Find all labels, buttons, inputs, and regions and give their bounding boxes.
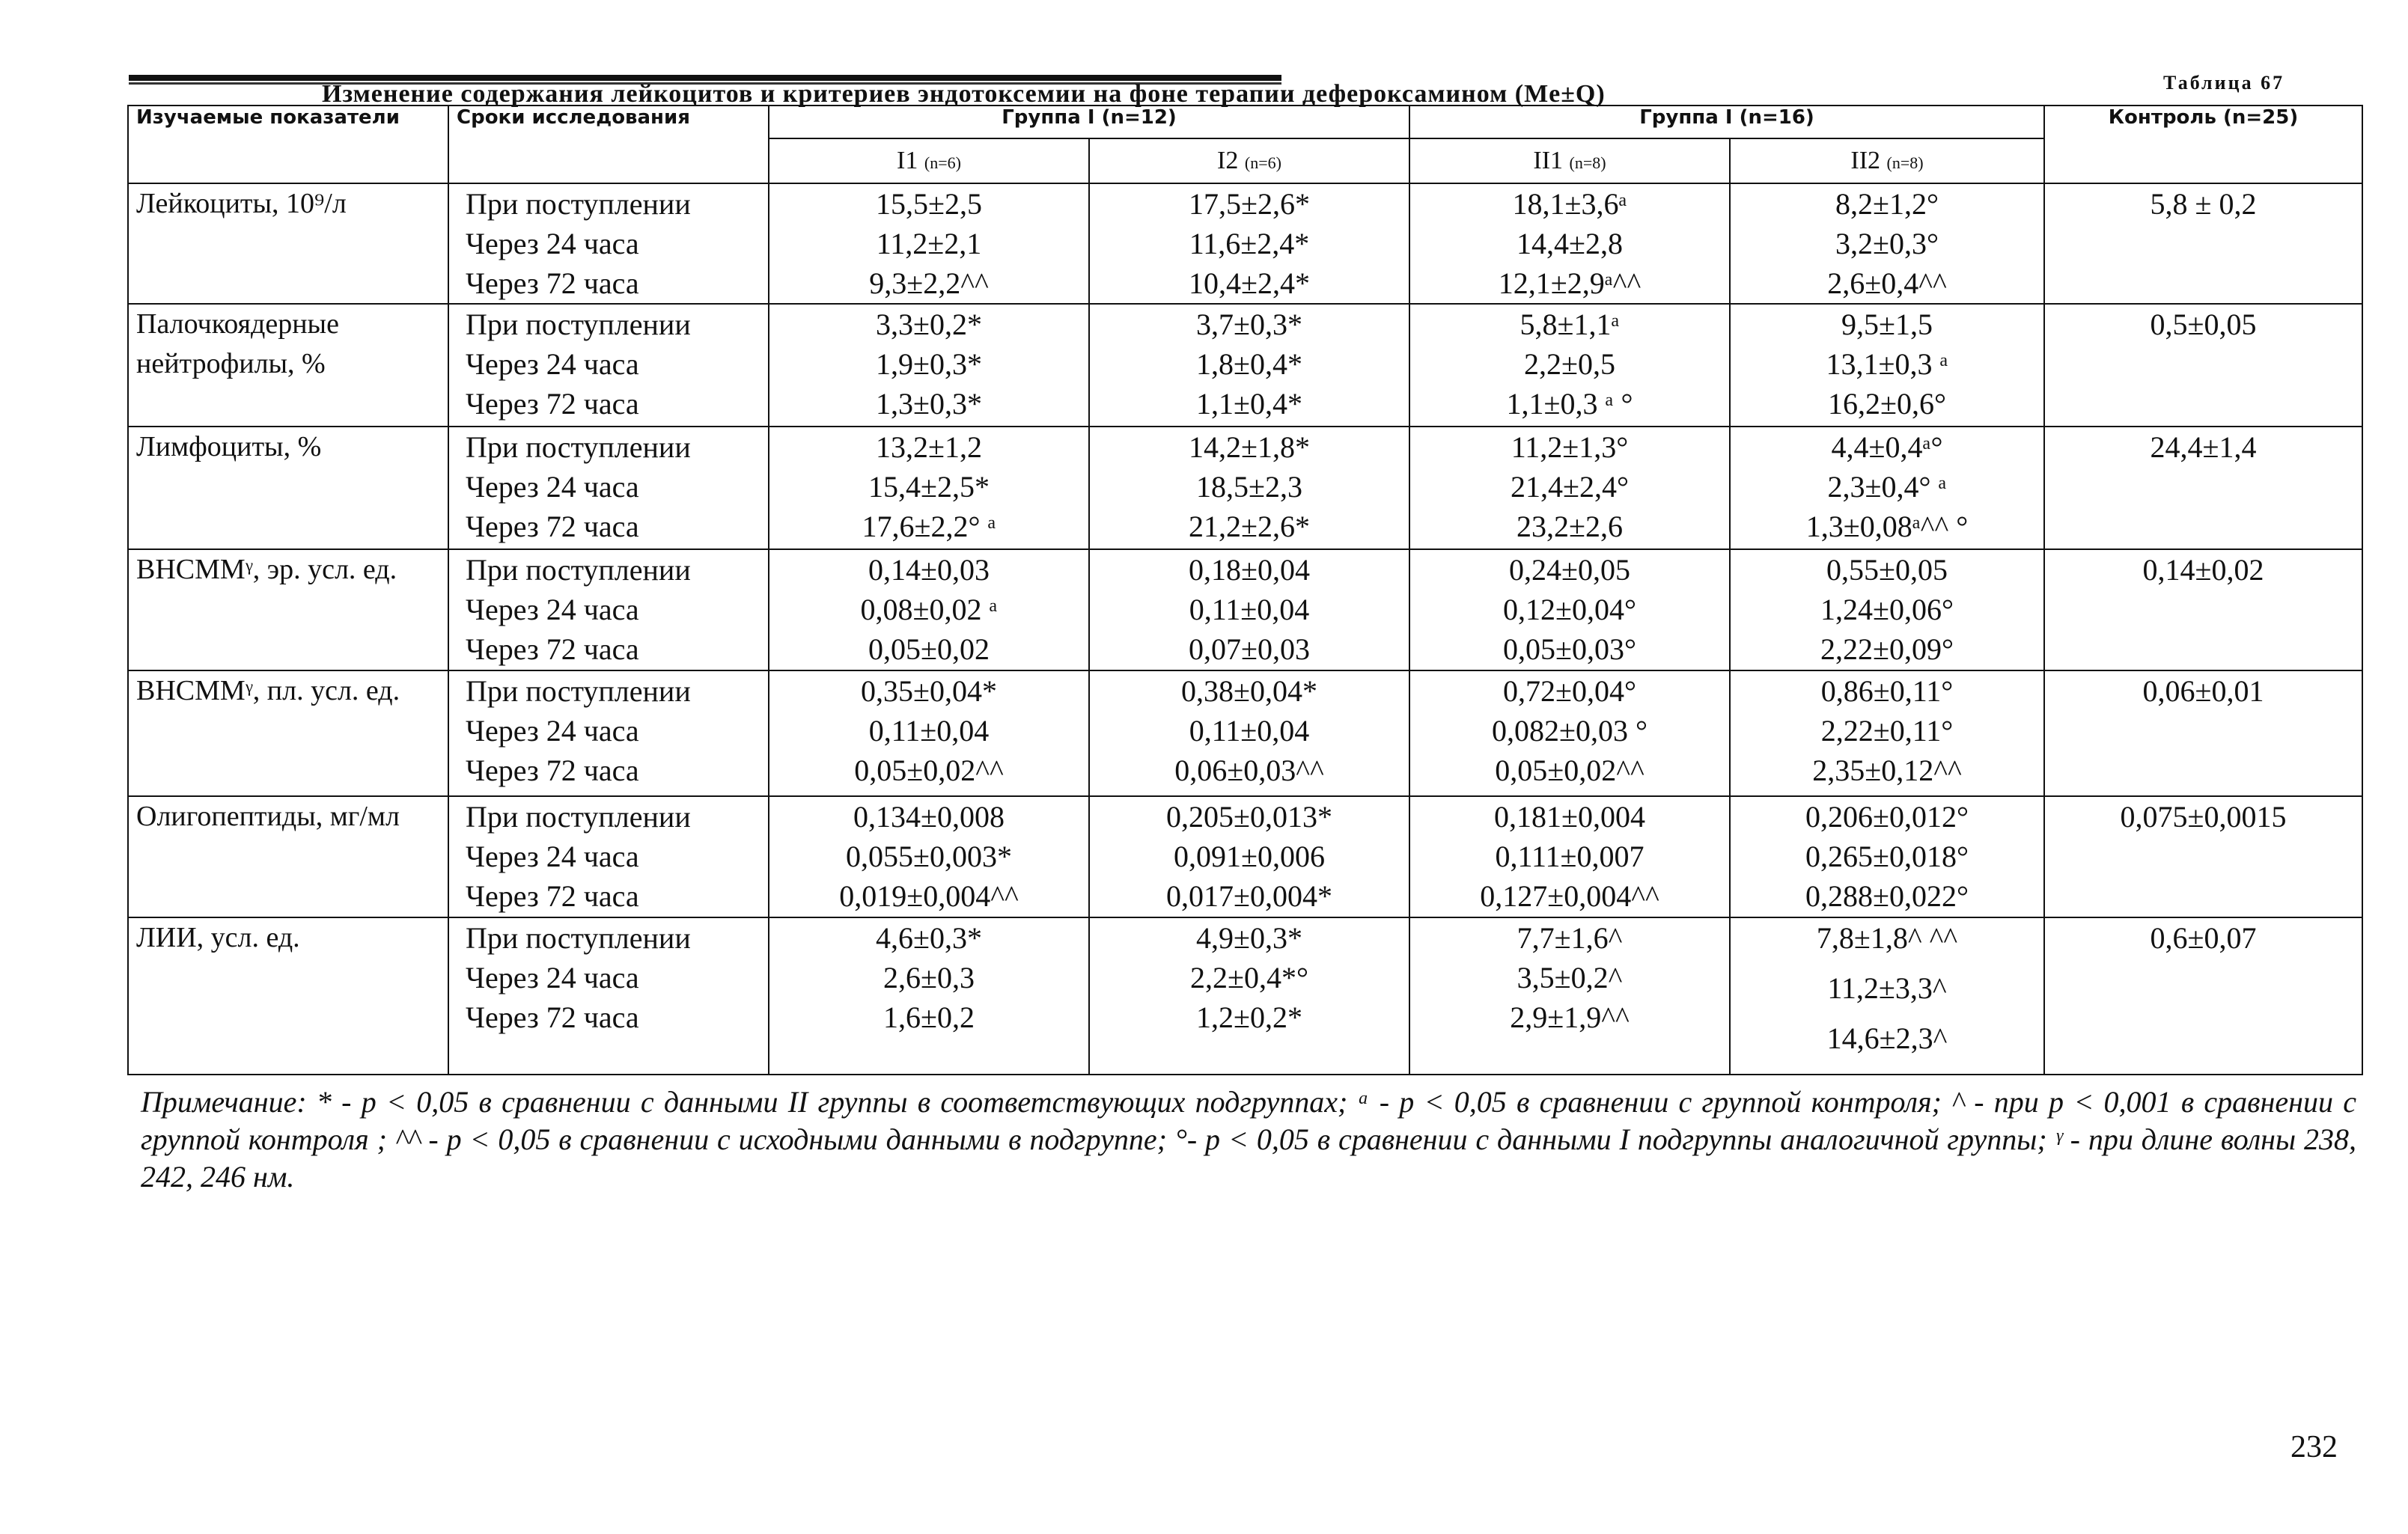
subheader-ii2: II2 (n=8)	[1730, 138, 2044, 183]
period-label: При поступлении	[466, 430, 691, 464]
period-cell	[448, 917, 769, 1075]
value: 1,1±0,4*	[1196, 387, 1302, 421]
value: 13,2±1,2	[876, 430, 982, 464]
value-cell-c1	[769, 549, 1089, 670]
subheader-i2: I2 (n=6)	[1089, 138, 1409, 183]
value: 0,134±0,008	[853, 800, 1005, 834]
value: 17,6±2,2° ᵃ	[862, 510, 996, 543]
value: 14,2±1,8*	[1189, 430, 1310, 464]
value: 13,1±0,3 ᵃ	[1826, 347, 1948, 381]
value: 18,5±2,3	[1196, 470, 1302, 504]
value: 0,55±0,05	[1826, 553, 1948, 587]
value-cell-c3	[1409, 796, 1730, 917]
value: 15,5±2,5	[876, 187, 982, 221]
value: 0,091±0,006	[1174, 840, 1325, 873]
period-label: При поступлении	[466, 553, 691, 587]
value: 0,14±0,03	[868, 553, 990, 587]
header-period: Сроки исследования	[448, 106, 769, 183]
indicator-name: ЛИИ, усл. ед.	[128, 917, 448, 1075]
period-label: Через 24 часа	[466, 347, 639, 381]
value-cell-c3	[1409, 304, 1730, 427]
page-number: 232	[2290, 1430, 2338, 1464]
value: 1,3±0,08ᵃ^^ °	[1805, 510, 1969, 543]
value-cell-c2	[1089, 670, 1409, 796]
value-cell-c3	[1409, 427, 1730, 549]
value-cell-c4	[1730, 549, 2044, 670]
value-cell-c2	[1089, 917, 1409, 1075]
value-cell-c4	[1730, 670, 2044, 796]
value-cell-c3	[1409, 549, 1730, 670]
value: 11,2±2,1	[876, 227, 982, 260]
value: 0,08±0,02 ᵃ	[860, 593, 998, 626]
value: 2,6±0,4^^	[1827, 266, 1947, 300]
period-cell	[448, 796, 769, 917]
data-table	[127, 105, 2363, 1075]
period-label: Через 72 часа	[466, 879, 639, 913]
value-cell-c1	[769, 183, 1089, 304]
value-cell-c1	[769, 917, 1089, 1075]
table-row	[128, 183, 2362, 304]
value: 4,6±0,3*	[876, 921, 982, 955]
value: 5,8±1,1ᵃ	[1520, 308, 1620, 341]
value: 0,06±0,03^^	[1174, 754, 1324, 787]
value: 4,4±0,4ᵃ°	[1831, 430, 1943, 464]
control-value: 0,075±0,0015	[2044, 796, 2362, 917]
value: 0,07±0,03	[1189, 632, 1310, 666]
value: 0,111±0,007	[1495, 840, 1645, 873]
period-label: Через 72 часа	[466, 510, 639, 543]
value: 18,1±3,6ᵃ	[1512, 187, 1627, 221]
header-control: Контроль (n=25)	[2044, 106, 2362, 183]
period-cell	[448, 183, 769, 304]
table-row	[128, 670, 2362, 796]
value: 0,05±0,03°	[1503, 632, 1636, 666]
value: 0,35±0,04*	[861, 674, 997, 708]
value-cell-c4	[1730, 427, 2044, 549]
value: 7,8±1,8^ ^^	[1816, 921, 1958, 955]
value: 2,2±0,5	[1524, 347, 1615, 381]
value: 0,72±0,04°	[1503, 674, 1636, 708]
header-indicator: Изучаемые показатели	[128, 106, 448, 183]
table-row	[128, 549, 2362, 670]
value: 15,4±2,5*	[868, 470, 990, 504]
value: 0,86±0,11°	[1820, 674, 1954, 708]
header-group-2: Группа I (n=16)	[1409, 106, 2044, 138]
value-cell-c2	[1089, 796, 1409, 917]
control-value: 5,8 ± 0,2	[2044, 183, 2362, 304]
period-cell	[448, 427, 769, 549]
period-label: Через 24 часа	[466, 227, 639, 260]
value-cell-c1	[769, 670, 1089, 796]
value: 0,38±0,04*	[1181, 674, 1317, 708]
value: 7,7±1,6^	[1517, 921, 1623, 955]
control-value: 0,5±0,05	[2044, 304, 2362, 427]
period-label: Через 72 часа	[466, 632, 639, 666]
value: 8,2±1,2°	[1835, 187, 1939, 221]
indicator-name: Палочкоядерные нейтрофилы, %	[128, 304, 448, 427]
value: 0,05±0,02	[868, 632, 990, 666]
value: 4,9±0,3*	[1196, 921, 1302, 955]
header-group-1: Группа I (n=12)	[769, 106, 1409, 138]
value: 3,7±0,3*	[1196, 308, 1302, 341]
value: 0,11±0,04	[868, 714, 990, 748]
value: 1,6±0,2	[883, 1000, 975, 1034]
indicator-name: ВНСММᵞ, эр. усл. ед.	[128, 549, 448, 670]
value: 11,6±2,4*	[1189, 227, 1310, 260]
value: 0,24±0,05	[1509, 553, 1630, 587]
value: 2,6±0,3	[883, 961, 975, 994]
value: 1,3±0,3*	[876, 387, 982, 421]
value: 1,24±0,06°	[1820, 593, 1954, 626]
period-label: Через 24 часа	[466, 470, 639, 504]
value-cell-c4	[1730, 917, 2044, 1075]
value: 9,3±2,2^^	[869, 266, 989, 300]
value-cell-c3	[1409, 917, 1730, 1075]
value: 14,6±2,3^	[1826, 1021, 1948, 1055]
value: 14,4±2,8	[1517, 227, 1623, 260]
period-label: При поступлении	[466, 921, 691, 955]
value: 21,2±2,6*	[1189, 510, 1310, 543]
period-label: Через 72 часа	[466, 1000, 639, 1034]
value-cell-c1	[769, 796, 1089, 917]
period-label: Через 24 часа	[466, 593, 639, 626]
value: 0,017±0,004*	[1166, 879, 1332, 913]
control-value: 0,6±0,07	[2044, 917, 2362, 1075]
value: 1,8±0,4*	[1196, 347, 1302, 381]
value: 2,22±0,11°	[1820, 714, 1954, 748]
control-value: 0,06±0,01	[2044, 670, 2362, 796]
period-label: Через 72 часа	[466, 387, 639, 421]
table-number: Таблица 67	[2163, 72, 2285, 94]
value: 0,181±0,004	[1494, 800, 1645, 834]
period-label: При поступлении	[466, 800, 691, 834]
value: 23,2±2,6	[1517, 510, 1623, 543]
value-cell-c1	[769, 427, 1089, 549]
table-row	[128, 796, 2362, 917]
indicator-name: Лейкоциты, 10⁹/л	[128, 183, 448, 304]
value: 0,12±0,04°	[1503, 593, 1636, 626]
period-cell	[448, 549, 769, 670]
value: 0,127±0,004^^	[1480, 879, 1659, 913]
value: 0,05±0,02^^	[854, 754, 1004, 787]
value-cell-c2	[1089, 427, 1409, 549]
subheader-i1: I1 (n=6)	[769, 138, 1089, 183]
value: 0,11±0,04	[1189, 593, 1310, 626]
table-caption: Изменение содержания лейкоцитов и критериев эндотоксемии на фоне терапии дефероксамином (Me±Q)	[322, 80, 1606, 108]
value: 0,205±0,013*	[1166, 800, 1332, 834]
value: 0,288±0,022°	[1805, 879, 1969, 913]
table-note: Примечание: * - р < 0,05 в сравнении с данными II группы в соответствующих подгруппах; ᵃ - р < 0,05 в сравнении с группой контроля; ^ - при р < 0,001 в сравнении с группой контроля ; ^^ - р < 0,05 в сравнении с исходными данными в подгруппе; °- р < 0,05 в сравнении с данными I подгруппы аналогичной группы; ᵞ - при длине волны 238, 242, 246 нм.	[141, 1085, 2356, 1194]
value-cell-c2	[1089, 304, 1409, 427]
value: 16,2±0,6°	[1828, 387, 1946, 421]
value: 0,05±0,02^^	[1495, 754, 1645, 787]
value-cell-c4	[1730, 796, 2044, 917]
period-label: Через 72 часа	[466, 266, 639, 300]
table-body	[128, 183, 2362, 1075]
table-row	[128, 427, 2362, 549]
value: 21,4±2,4°	[1511, 470, 1629, 504]
value-cell-c3	[1409, 670, 1730, 796]
period-cell	[448, 670, 769, 796]
value: 12,1±2,9ᵃ^^	[1498, 266, 1642, 300]
value: 0,055±0,003*	[846, 840, 1012, 873]
value: 2,3±0,4° ᵃ	[1827, 470, 1947, 504]
period-label: Через 72 часа	[466, 754, 639, 787]
value: 0,206±0,012°	[1805, 800, 1969, 834]
value: 17,5±2,6*	[1189, 187, 1310, 221]
period-label: При поступлении	[466, 674, 691, 708]
value: 1,9±0,3*	[876, 347, 982, 381]
value: 2,22±0,09°	[1820, 632, 1954, 666]
value: 2,9±1,9^^	[1510, 1000, 1630, 1034]
table-row	[128, 304, 2362, 427]
value-cell-c1	[769, 304, 1089, 427]
value-cell-c3	[1409, 183, 1730, 304]
value: 1,1±0,3 ᵃ °	[1506, 387, 1633, 421]
indicator-name: Лимфоциты, %	[128, 427, 448, 549]
period-label: При поступлении	[466, 187, 691, 221]
value-cell-c2	[1089, 183, 1409, 304]
period-label: Через 24 часа	[466, 961, 639, 994]
value: 2,35±0,12^^	[1812, 754, 1962, 787]
control-value: 0,14±0,02	[2044, 549, 2362, 670]
value: 3,3±0,2*	[876, 308, 982, 341]
subheader-ii1: II1 (n=8)	[1409, 138, 1730, 183]
value: 1,2±0,2*	[1196, 1000, 1302, 1034]
value-cell-c2	[1089, 549, 1409, 670]
value: 3,5±0,2^	[1517, 961, 1623, 994]
value: 11,2±3,3^	[1827, 971, 1947, 1005]
period-label: Через 24 часа	[466, 714, 639, 748]
value: 0,082±0,03 °	[1492, 714, 1648, 748]
value: 0,18±0,04	[1189, 553, 1310, 587]
value-cell-c4	[1730, 304, 2044, 427]
table-row	[128, 917, 2362, 1075]
value: 0,265±0,018°	[1805, 840, 1969, 873]
value-cell-c4	[1730, 183, 2044, 304]
indicator-name: Олигопептиды, мг/мл	[128, 796, 448, 917]
value: 11,2±1,3°	[1511, 430, 1629, 464]
period-cell	[448, 304, 769, 427]
value: 2,2±0,4*°	[1190, 961, 1308, 994]
period-label: Через 24 часа	[466, 840, 639, 873]
value: 0,019±0,004^^	[839, 879, 1019, 913]
value: 0,11±0,04	[1189, 714, 1310, 748]
indicator-name: ВНСММᵞ, пл. усл. ед.	[128, 670, 448, 796]
value: 3,2±0,3°	[1835, 227, 1939, 260]
value: 10,4±2,4*	[1189, 266, 1310, 300]
period-label: При поступлении	[466, 308, 691, 341]
value: 9,5±1,5	[1841, 308, 1933, 341]
control-value: 24,4±1,4	[2044, 427, 2362, 549]
